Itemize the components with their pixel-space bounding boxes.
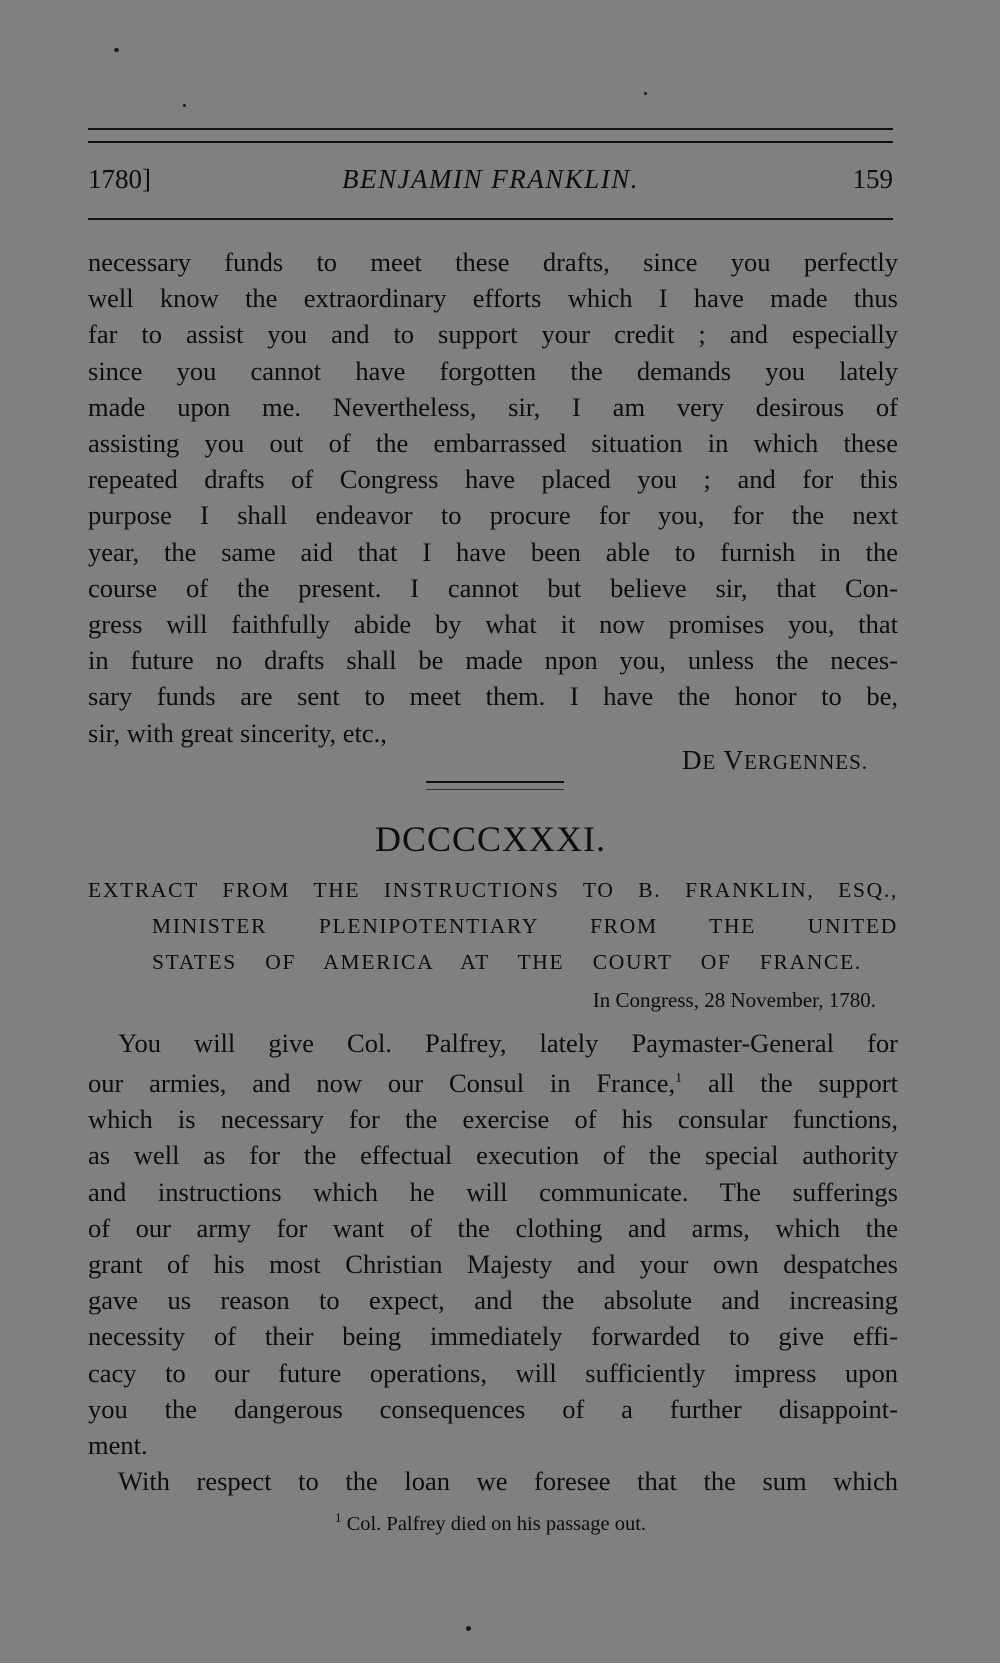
instructions-text [88, 1025, 898, 1499]
text-line: assisting you out of the embarrassed situation in which these [88, 428, 898, 459]
text-line: year, the same aid that I have been able to furnish in the [88, 536, 898, 567]
footnote-text: Col. Palfrey died on his passage out. [341, 1512, 647, 1535]
text-line: made upon me. Nevertheless, sir, I am very desirous of [88, 391, 898, 422]
ink-speck [644, 92, 647, 95]
text-line: and instructions which he will communicate. The sufferings [88, 1176, 898, 1207]
section-divider [426, 781, 564, 783]
section-heading [152, 914, 898, 939]
text-line: You will give Col. Palfrey, lately Paymaster-General for [118, 1028, 898, 1058]
text-line: in future no drafts shall be made npon you, unless the neces- [88, 645, 898, 676]
signature-smallcaps: ERGENNES. [744, 750, 868, 774]
text-line: far to assist you and to support your credit ; and especially [88, 319, 898, 350]
ink-speck [114, 48, 119, 52]
text-line: gress will faithfully abide by what it now promises you, that [88, 609, 898, 640]
text-line: gave us reason to expect, and the absolute and increasing [88, 1285, 898, 1316]
top-rule-double [88, 141, 893, 143]
running-head-title: BENJAMIN FRANKLIN. [342, 164, 639, 194]
text-line: which is necessary for the exercise of his consular functions, [88, 1104, 898, 1135]
ink-speck [183, 104, 186, 107]
text-line: well know the extraordinary efforts which I have made thus [88, 283, 898, 314]
footnote-marker: 1 [675, 1071, 683, 1087]
text-line: ment. [88, 1430, 148, 1461]
signature-smallcaps: E [702, 750, 717, 774]
heading-line: EXTRACT FROM THE INSTRUCTIONS TO B. FRANKLIN, ESQ., [88, 878, 898, 902]
text-line: grant of his most Christian Majesty and your own despatches [88, 1249, 898, 1280]
text-line: necessity of their being immediately forwarded to give effi- [88, 1321, 898, 1352]
signature-initial: V [723, 745, 745, 775]
running-head [88, 164, 893, 200]
text-fragment: our armies, and now our Consul in France, [88, 1068, 676, 1099]
signature [88, 745, 868, 776]
text-line: repeated drafts of Congress have placed you ; and for this [88, 464, 898, 495]
section-heading [88, 878, 898, 903]
text-line: necessary funds to meet these drafts, since you perfectly [88, 247, 898, 277]
signature-initial: D [681, 745, 703, 775]
text-line: With respect to the loan we foresee that the sum which [118, 1466, 898, 1497]
running-head-year: 1780] [88, 164, 151, 194]
text-line: purpose I shall endeavor to procure for you, for the next [88, 500, 898, 531]
text-line [88, 1061, 898, 1101]
ink-speck [466, 1626, 471, 1631]
top-rule [88, 128, 893, 130]
text-line: you the dangerous consequences of a further disappoint- [88, 1393, 898, 1424]
section-number: DCCCCXXXI. [374, 819, 607, 859]
text-line: as well as for the effectual execution of the special authority [88, 1140, 898, 1171]
head-rule [88, 218, 893, 220]
footnote [88, 1510, 893, 1536]
heading-line: MINISTER PLENIPOTENTIARY FROM THE UNITED [152, 914, 898, 938]
book-page [88, 0, 900, 1663]
text-line: since you cannot have forgotten the demands you lately [88, 355, 898, 386]
footnote-marker: 1 [334, 1510, 342, 1525]
text-line: sir, with great sincerity, etc., [88, 717, 387, 748]
dateline: In Congress, 28 November, 1780. [592, 988, 876, 1012]
text-line: course of the present. I cannot but believe sir, that Con- [88, 572, 898, 603]
letter-continuation [88, 244, 898, 751]
text-line: sary funds are sent to meet them. I have the honor to be, [88, 681, 898, 712]
page-number: 159 [852, 164, 893, 194]
text-line: cacy to our future operations, will sufficiently impress upon [88, 1357, 898, 1388]
heading-line: STATES OF AMERICA AT THE COURT OF FRANCE. [152, 950, 862, 974]
text-line: of our army for want of the clothing and arms, which the [88, 1212, 898, 1243]
text-fragment: all the support [682, 1068, 898, 1099]
section-divider-thin [426, 789, 564, 790]
section-heading [152, 950, 862, 975]
